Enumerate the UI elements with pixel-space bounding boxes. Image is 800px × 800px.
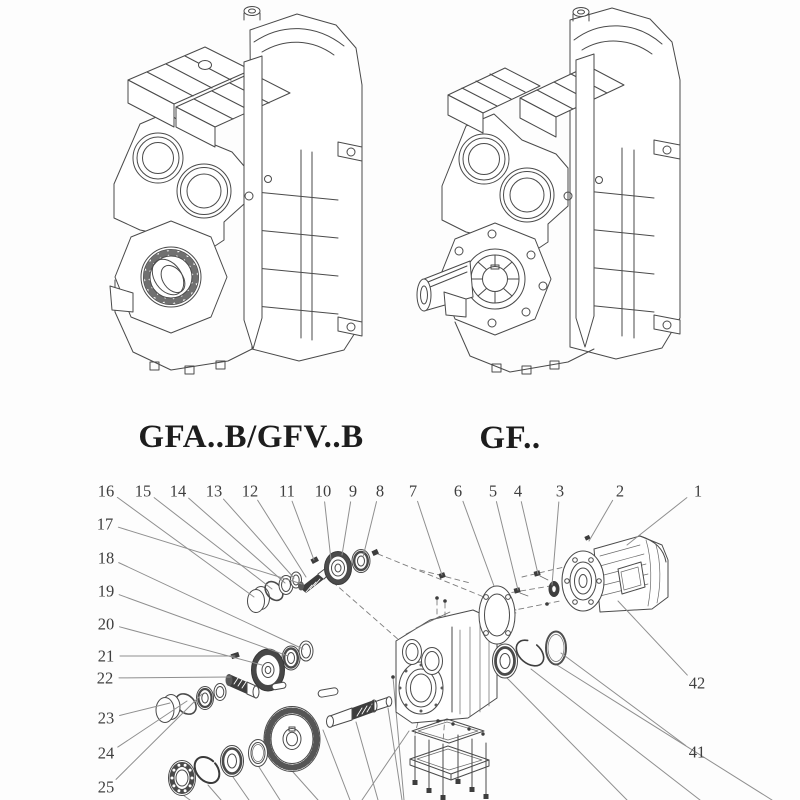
callout-leader-22 (119, 677, 230, 678)
part-output-bearing (221, 746, 244, 777)
callout-leader-8 (363, 502, 377, 557)
part-input-flange (479, 586, 515, 644)
callout-number-25: 25 (97, 777, 115, 797)
callout-number-6: 6 (453, 481, 463, 501)
callout-number-11: 11 (279, 481, 295, 501)
part-oring-right (546, 632, 566, 665)
part-bottom-cover (410, 719, 489, 800)
callout-number-10: 10 (314, 481, 332, 501)
callout-number-1: 1 (693, 481, 703, 501)
callout-number-42: 42 (688, 673, 706, 693)
gearbox-drawing-right (417, 8, 680, 375)
part-pinion-gear (325, 552, 352, 585)
callout-leader-6 (463, 501, 494, 586)
part-output-shaft (327, 697, 392, 728)
callout-leader-2 (589, 500, 613, 541)
callout-leader-5 (496, 502, 518, 590)
callout-leader-10 (325, 502, 331, 560)
part-motor-flange (562, 551, 604, 611)
callout-number-9: 9 (348, 481, 358, 501)
callout-leader-1 (627, 498, 687, 545)
callout-leader-7 (418, 501, 442, 575)
part-motor (562, 535, 668, 612)
callout-leader-16 (117, 497, 254, 597)
callout-leader-3 (552, 502, 559, 585)
part-bearing-right (493, 644, 518, 678)
callout-leader-20 (120, 627, 262, 665)
part-key-large (318, 687, 339, 697)
callout-number-15: 15 (134, 481, 152, 501)
callout-number-2: 2 (615, 481, 625, 501)
callout-number-41: 41 (688, 742, 706, 762)
callout-leader-24 (118, 701, 187, 747)
callout-number-16: 16 (97, 481, 115, 501)
callout-number-4: 4 (513, 481, 523, 501)
callout-number-8: 8 (375, 481, 385, 501)
callout-number-13: 13 (205, 481, 223, 501)
callout-number-14: 14 (169, 481, 187, 501)
callout-leader-42 (618, 601, 687, 675)
model-label-right: GF.. (479, 420, 541, 456)
part-large-gear (264, 707, 320, 772)
part-oil-seal (249, 740, 268, 767)
callout-leader-11 (292, 501, 314, 560)
callout-number-7: 7 (408, 481, 418, 501)
part-input-bearing (352, 550, 370, 573)
callout-leader-14 (189, 498, 285, 583)
callout-number-17: 17 (96, 514, 114, 534)
gearbox-drawing-left (110, 7, 362, 375)
callout-number-5: 5 (488, 481, 498, 501)
callout-number-19: 19 (97, 581, 115, 601)
callout-number-12: 12 (241, 481, 259, 501)
callout-number-22: 22 (96, 668, 114, 688)
callout-leader-41 (561, 653, 686, 746)
part-roller-bearing (169, 761, 196, 796)
part-set-screw (310, 556, 319, 564)
callout-number-24: 24 (97, 743, 115, 763)
callout-leader-4 (521, 502, 538, 574)
callout-number-18: 18 (97, 548, 115, 568)
part-spline-shaft (300, 574, 324, 593)
callout-number-20: 20 (97, 614, 115, 634)
model-label-left: GFA..B/GFV..B (138, 419, 364, 455)
callout-number-23: 23 (97, 708, 115, 728)
callout-number-21: 21 (97, 646, 115, 666)
callout-number-3: 3 (555, 481, 565, 501)
part-bearing-mid2 (197, 687, 214, 710)
callout-leader-9 (342, 502, 351, 555)
